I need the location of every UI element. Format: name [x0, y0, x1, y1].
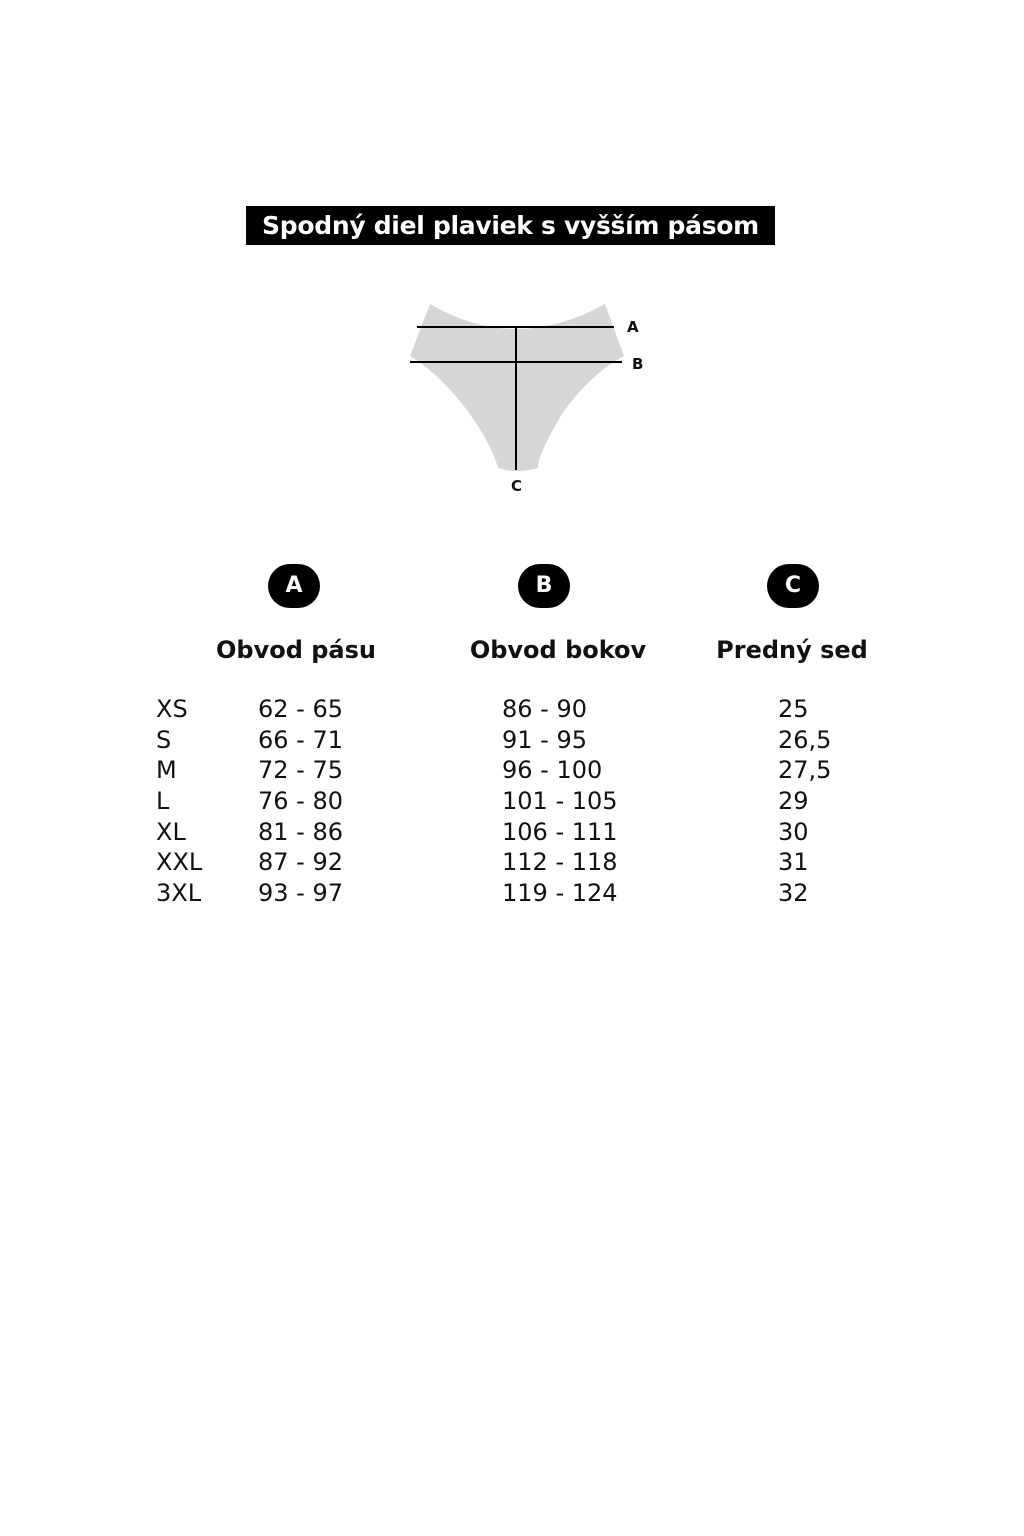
table-row	[0, 878, 1024, 909]
swim-bottom-diagram	[400, 296, 660, 506]
header-hips: Obvod bokov	[469, 636, 647, 664]
table-row	[0, 725, 1024, 756]
header-front-rise: Predný sed	[716, 636, 868, 664]
hip-value: 91 - 95	[502, 726, 587, 754]
waist-value: 62 - 65	[258, 695, 343, 723]
size-label: 3XL	[156, 879, 202, 907]
rise-value: 25	[778, 695, 809, 723]
table-row	[0, 755, 1024, 786]
rise-value: 26,5	[778, 726, 832, 754]
rise-value: 32	[778, 879, 809, 907]
waist-value: 81 - 86	[258, 818, 343, 846]
badge-a: A	[268, 564, 320, 608]
diagram-label-c: C	[511, 477, 523, 495]
rise-value: 27,5	[778, 756, 832, 784]
waist-value: 93 - 97	[258, 879, 343, 907]
size-label: L	[156, 787, 170, 815]
badge-b: B	[518, 564, 570, 608]
diagram-label-a: A	[627, 318, 639, 336]
rise-value: 31	[778, 848, 809, 876]
header-waist: Obvod pásu	[216, 636, 376, 664]
hip-value: 112 - 118	[502, 848, 618, 876]
table-row	[0, 817, 1024, 848]
rise-value: 30	[778, 818, 809, 846]
rise-value: 29	[778, 787, 809, 815]
hip-value: 119 - 124	[502, 879, 618, 907]
size-label: M	[156, 756, 177, 784]
hip-value: 101 - 105	[502, 787, 618, 815]
hip-value: 96 - 100	[502, 756, 603, 784]
waist-value: 76 - 80	[258, 787, 343, 815]
badge-c: C	[767, 564, 819, 608]
size-label: XL	[156, 818, 186, 846]
waist-value: 87 - 92	[258, 848, 343, 876]
table-row	[0, 694, 1024, 725]
size-label: S	[156, 726, 172, 754]
table-row	[0, 847, 1024, 878]
page-title: Spodný diel plaviek s vyšším pásom	[246, 206, 775, 245]
diagram-label-b: B	[632, 355, 644, 373]
waist-value: 66 - 71	[258, 726, 343, 754]
hip-value: 86 - 90	[502, 695, 587, 723]
hip-value: 106 - 111	[502, 818, 618, 846]
size-label: XS	[156, 695, 188, 723]
table-row	[0, 786, 1024, 817]
waist-value: 72 - 75	[258, 756, 343, 784]
size-label: XXL	[156, 848, 203, 876]
